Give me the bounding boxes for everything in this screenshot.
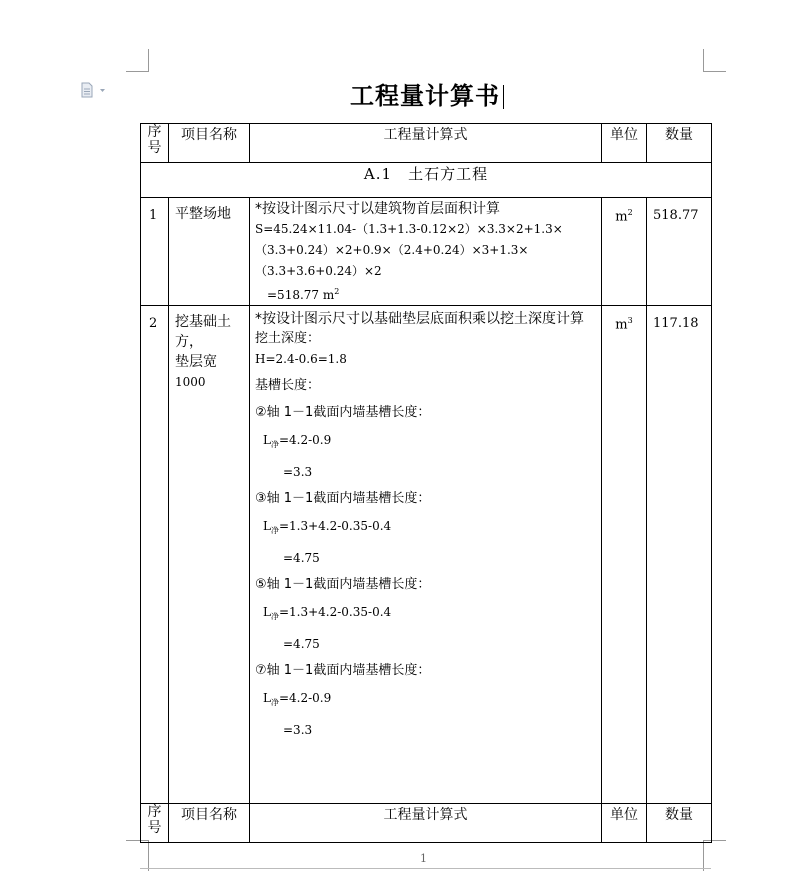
header-formula: 工程量计算式 — [250, 124, 602, 163]
axis-length-result: =3.3 — [283, 465, 313, 479]
page-number: 1 — [420, 852, 427, 865]
row-quantity: 117.18 — [647, 306, 712, 804]
axis-length-heading: ②轴 1－1截面内墙基槽长度： — [255, 405, 431, 420]
header-seq: 序号 — [141, 804, 169, 843]
table-row — [141, 198, 712, 306]
axis-length-expression: $L_净=4.2-0.9$ — [263, 433, 332, 449]
header-quantity: 数量 — [647, 124, 712, 163]
item-name-line: 垫层宽 — [175, 354, 217, 370]
crop-mark-top-left — [126, 49, 149, 72]
item-name-line: 挖基础土 — [175, 314, 231, 330]
row-item-name: 平整场地 — [169, 198, 250, 306]
row-unit: $m^3$ — [602, 306, 647, 804]
table-header-row — [141, 124, 712, 163]
crop-mark-bottom-left — [126, 840, 149, 871]
row-formula — [250, 306, 602, 804]
header-seq: 序号 — [141, 124, 169, 163]
document-options-icon[interactable] — [80, 82, 108, 98]
header-unit: 单位 — [602, 124, 647, 163]
item-name-line: 1000 — [175, 375, 206, 389]
row-item-name — [169, 306, 250, 804]
item-name-line: 方， — [175, 334, 203, 350]
axis-length-result: =4.75 — [283, 551, 320, 565]
header-unit: 单位 — [602, 804, 647, 843]
section-row — [141, 163, 712, 198]
formula-expression: S=45.24×11.04-（1.3+1.3-0.12×2）×3.3×2+1.3×（3.3+0.24）×2+0.9×（2.4+0.24）×3+1.3×（3.3+3.6+0.24）×2 — [255, 222, 563, 278]
header-formula: 工程量计算式 — [250, 804, 602, 843]
depth-label: 挖土深度： — [255, 331, 321, 346]
header-name: 项目名称 — [169, 804, 250, 843]
document-title[interactable]: 工程量计算书 — [350, 76, 504, 111]
axis-length-heading: ⑦轴 1－1截面内墙基槽长度： — [255, 663, 431, 678]
axis-length-expression: $L_净=4.2-0.9$ — [263, 691, 332, 707]
row-seq: 2 — [141, 306, 169, 804]
axis-length-result: =4.75 — [283, 637, 320, 651]
header-name: 项目名称 — [169, 124, 250, 163]
row-quantity: 518.77 — [647, 198, 712, 306]
page-bottom-divider — [140, 868, 711, 869]
header-quantity: 数量 — [647, 804, 712, 843]
axis-length-expression: $L_净=1.3+4.2-0.35-0.4$ — [263, 605, 392, 621]
axis-length-expression: $L_净=1.3+4.2-0.35-0.4$ — [263, 519, 392, 535]
table-row — [141, 306, 712, 804]
row-formula — [250, 198, 602, 306]
table-header-row-repeat — [141, 804, 712, 843]
section-title: A.1 土石方工程 — [141, 163, 712, 198]
formula-rule: *按设计图示尺寸以基础垫层底面积乘以挖土深度计算 — [255, 311, 584, 327]
axis-length-heading: ③轴 1－1截面内墙基槽长度： — [255, 491, 431, 506]
length-label: 基槽长度： — [255, 378, 321, 393]
crop-mark-bottom-right — [703, 840, 726, 871]
text-cursor — [503, 85, 504, 109]
axis-length-heading: ⑤轴 1－1截面内墙基槽长度： — [255, 577, 431, 592]
crop-mark-top-right — [703, 49, 726, 72]
row-seq: 1 — [141, 198, 169, 306]
axis-length-result: =3.3 — [283, 723, 313, 737]
row-unit: $m^2$ — [602, 198, 647, 306]
depth-value: H=2.4-0.6=1.8 — [255, 352, 347, 366]
quantity-calculation-table — [140, 123, 712, 843]
formula-rule: *按设计图示尺寸以建筑物首层面积计算 — [255, 201, 500, 217]
formula-result: =518.77 $m^2$ — [267, 287, 340, 302]
